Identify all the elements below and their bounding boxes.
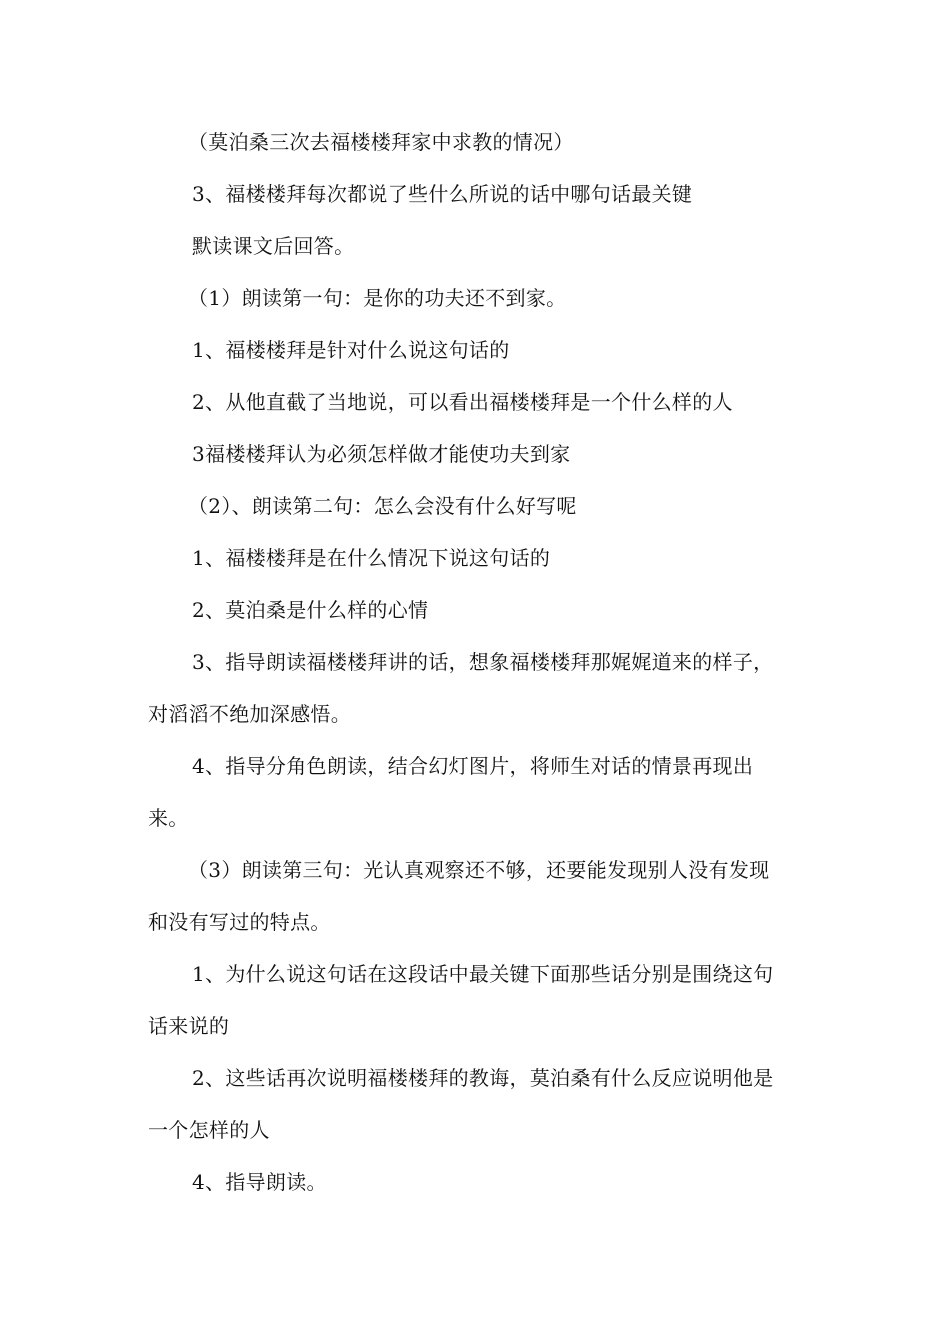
paragraph-5: 1、福楼楼拜是针对什么说这句话的 (192, 338, 510, 362)
document-body (148, 116, 788, 1208)
paragraph-6: 2、从他直截了当地说，可以看出福楼楼拜是一个什么样的人 (192, 390, 733, 414)
paragraph-4: （1）朗读第一句：是你的功夫还不到家。 (188, 286, 567, 310)
paragraph-15: 2、这些话再次说明福楼楼拜的教诲，莫泊桑有什么反应说明他是一个怎样的人 (148, 1066, 774, 1142)
paragraph-1: （莫泊桑三次去福楼楼拜家中求教的情况） (188, 130, 574, 154)
paragraph-3: 默读课文后回答。 (192, 234, 355, 258)
paragraph-8: （2）、朗读第二句：怎么会没有什么好写呢 (188, 494, 577, 518)
paragraph-12: 4、指导分角色朗读，结合幻灯图片，将师生对话的情景再现出来。 (148, 754, 754, 830)
paragraph-2: 3、福楼楼拜每次都说了些什么所说的话中哪句话最关键 (192, 182, 693, 206)
paragraph-9: 1、福楼楼拜是在什么情况下说这句话的 (192, 546, 551, 570)
paragraph-14: 1、为什么说这句话在这段话中最关键下面那些话分别是围绕这句话来说的 (148, 962, 774, 1038)
paragraph-11: 3、指导朗读福楼楼拜讲的话，想象福楼楼拜那娓娓道来的样子，对滔滔不绝加深感悟。 (148, 650, 774, 726)
paragraph-16: 4、指导朗读。 (192, 1170, 327, 1194)
paragraph-7: 3福楼楼拜认为必须怎样做才能使功夫到家 (192, 442, 571, 466)
paragraph-10: 2、莫泊桑是什么样的心情 (192, 598, 429, 622)
paragraph-13: （3）朗读第三句：光认真观察还不够，还要能发现别人没有发现和没有写过的特点。 (148, 858, 770, 934)
